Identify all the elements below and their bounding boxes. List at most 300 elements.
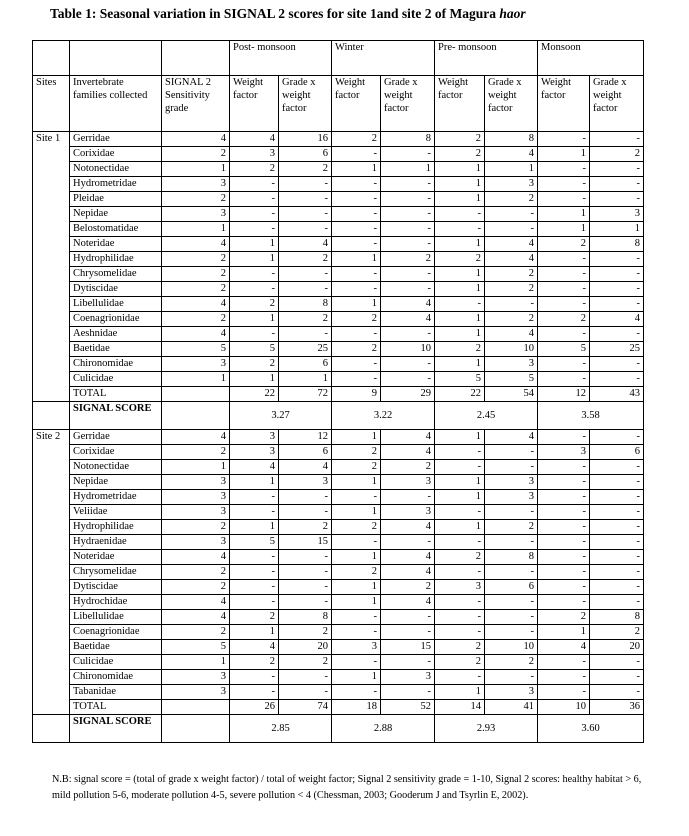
sensitivity-grade: 5	[162, 640, 230, 655]
value-cell: 2	[230, 297, 279, 312]
column-header-row	[33, 76, 644, 132]
family-name: Baetidae	[70, 342, 162, 357]
value-cell: 2	[538, 610, 590, 625]
value-cell: -	[332, 192, 381, 207]
value-cell: 2	[332, 445, 381, 460]
signal-score-label: SIGNAL SCORE	[70, 715, 162, 743]
table-row	[33, 207, 644, 222]
family-name: Corixidae	[70, 445, 162, 460]
season-post-monsoon: Post- monsoon	[230, 41, 332, 76]
value-cell: 2	[590, 625, 644, 640]
table-row	[33, 490, 644, 505]
empty-cell	[162, 402, 230, 430]
value-cell: -	[279, 565, 332, 580]
value-cell: -	[538, 655, 590, 670]
table-row	[33, 595, 644, 610]
table-row	[33, 177, 644, 192]
value-cell: 22	[230, 387, 279, 402]
header-families: Invertebrate families collected	[70, 76, 162, 132]
value-cell: 2	[332, 342, 381, 357]
value-cell: -	[381, 267, 435, 282]
value-cell: 4	[590, 312, 644, 327]
family-name: Notonectidae	[70, 460, 162, 475]
value-cell: -	[538, 475, 590, 490]
value-cell: -	[590, 655, 644, 670]
value-cell: 2	[279, 312, 332, 327]
value-cell: -	[332, 177, 381, 192]
value-cell: -	[230, 565, 279, 580]
value-cell: -	[538, 460, 590, 475]
table-row	[33, 640, 644, 655]
table-row	[33, 475, 644, 490]
family-name: Belostomatidae	[70, 222, 162, 237]
season-pre-monsoon: Pre- monsoon	[435, 41, 538, 76]
value-cell: 8	[381, 132, 435, 147]
value-cell: -	[590, 132, 644, 147]
header-sites: Sites	[33, 76, 70, 132]
value-cell: 10	[381, 342, 435, 357]
value-cell: 54	[485, 387, 538, 402]
value-cell: 4	[538, 640, 590, 655]
value-cell: 1	[332, 430, 381, 445]
sensitivity-grade: 4	[162, 132, 230, 147]
value-cell: -	[485, 595, 538, 610]
value-cell: -	[230, 222, 279, 237]
site-spacer	[33, 402, 70, 430]
value-cell: -	[538, 520, 590, 535]
value-cell: -	[381, 207, 435, 222]
sensitivity-grade: 3	[162, 505, 230, 520]
value-cell: -	[485, 207, 538, 222]
value-cell: -	[332, 357, 381, 372]
site-label: Site 1	[33, 132, 70, 402]
value-cell: 6	[279, 147, 332, 162]
value-cell: 1	[230, 312, 279, 327]
value-cell: -	[590, 162, 644, 177]
value-cell: 1	[230, 372, 279, 387]
value-cell: -	[590, 252, 644, 267]
value-cell: -	[538, 282, 590, 297]
caption-text: Table 1: Seasonal variation in SIGNAL 2 scores for site 1and site 2 of Magura	[50, 6, 500, 21]
value-cell: -	[279, 595, 332, 610]
value-cell: 43	[590, 387, 644, 402]
season-monsoon: Monsoon	[538, 41, 644, 76]
sensitivity-grade: 2	[162, 282, 230, 297]
family-name: Nepidae	[70, 207, 162, 222]
value-cell: 4	[381, 595, 435, 610]
table-row	[33, 357, 644, 372]
value-cell: 10	[485, 342, 538, 357]
site-label: Site 2	[33, 430, 70, 715]
sensitivity-grade: 4	[162, 595, 230, 610]
value-cell: 2	[381, 460, 435, 475]
value-cell: 4	[381, 565, 435, 580]
value-cell: -	[485, 535, 538, 550]
table-row	[33, 147, 644, 162]
value-cell: 12	[279, 430, 332, 445]
value-cell: -	[590, 327, 644, 342]
family-name: Hydrochidae	[70, 595, 162, 610]
sensitivity-grade: 3	[162, 670, 230, 685]
table-row	[33, 387, 644, 402]
family-name: Hydrometridae	[70, 490, 162, 505]
table-row	[33, 237, 644, 252]
value-cell: 2	[279, 162, 332, 177]
value-cell: 2	[435, 550, 485, 565]
value-cell: 2	[435, 132, 485, 147]
family-name: Corixidae	[70, 147, 162, 162]
sensitivity-grade: 2	[162, 520, 230, 535]
value-cell: 6	[590, 445, 644, 460]
footnote: N.B: signal score = (total of grade x weight factor) / total of weight factor; Signal 2 sensitivity grade = 1-10, Signal 2 scores: healthy habitat > 6, mild pollution 5-6, moderate pollution 4-5, severe pollution < 4 (Chessman, 2003; Gooderum J and Tsyrlin E, 2002).	[52, 774, 642, 801]
value-cell: 2	[279, 655, 332, 670]
value-cell: 5	[230, 342, 279, 357]
family-name: Libellulidae	[70, 610, 162, 625]
value-cell: -	[230, 550, 279, 565]
value-cell: 2	[435, 640, 485, 655]
sensitivity-grade: 3	[162, 177, 230, 192]
value-cell: 72	[279, 387, 332, 402]
value-cell: -	[590, 267, 644, 282]
value-cell: -	[279, 327, 332, 342]
value-cell: -	[485, 610, 538, 625]
value-cell: -	[230, 580, 279, 595]
value-cell: -	[590, 282, 644, 297]
value-cell: 1	[435, 490, 485, 505]
value-cell: -	[332, 267, 381, 282]
value-cell: 2	[590, 147, 644, 162]
value-cell: -	[538, 297, 590, 312]
sensitivity-grade: 1	[162, 655, 230, 670]
value-cell: -	[435, 445, 485, 460]
value-cell: -	[538, 267, 590, 282]
family-name: Noteridae	[70, 550, 162, 565]
value-cell: -	[590, 192, 644, 207]
sensitivity-grade: 4	[162, 327, 230, 342]
value-cell: 1	[332, 297, 381, 312]
value-cell: -	[590, 520, 644, 535]
family-name: Nepidae	[70, 475, 162, 490]
value-cell: -	[435, 595, 485, 610]
value-cell: 8	[590, 237, 644, 252]
family-name: Hydraenidae	[70, 535, 162, 550]
value-cell: -	[279, 580, 332, 595]
value-cell: -	[538, 162, 590, 177]
signal-score-value: 3.60	[538, 715, 644, 743]
value-cell: 3	[230, 430, 279, 445]
value-cell: 1	[435, 520, 485, 535]
value-cell: 1	[435, 327, 485, 342]
value-cell: -	[485, 297, 538, 312]
value-cell: 3	[381, 670, 435, 685]
value-cell: 1	[538, 222, 590, 237]
value-cell: 4	[279, 460, 332, 475]
signal-score-value: 2.45	[435, 402, 538, 430]
value-cell: 10	[485, 640, 538, 655]
sensitivity-grade: 2	[162, 565, 230, 580]
value-cell: -	[230, 685, 279, 700]
family-name: Chironomidae	[70, 357, 162, 372]
value-cell: 16	[279, 132, 332, 147]
value-cell: 3	[279, 475, 332, 490]
value-cell: -	[538, 430, 590, 445]
value-cell: -	[590, 670, 644, 685]
value-cell: -	[279, 267, 332, 282]
value-cell: -	[590, 505, 644, 520]
value-cell: 36	[590, 700, 644, 715]
value-cell: 3	[230, 445, 279, 460]
value-cell: -	[435, 297, 485, 312]
value-cell: -	[538, 132, 590, 147]
sensitivity-grade: 1	[162, 460, 230, 475]
family-name: TOTAL	[70, 700, 162, 715]
header-grade-weight: Grade x weight factor	[279, 76, 332, 132]
value-cell: 1	[332, 162, 381, 177]
value-cell: -	[230, 595, 279, 610]
site-spacer	[33, 715, 70, 743]
value-cell: -	[230, 177, 279, 192]
value-cell: 2	[485, 192, 538, 207]
value-cell: 3	[538, 445, 590, 460]
value-cell: 2	[332, 565, 381, 580]
signal-score-value: 2.85	[230, 715, 332, 743]
value-cell: -	[230, 327, 279, 342]
value-cell: 3	[230, 147, 279, 162]
value-cell: -	[332, 535, 381, 550]
value-cell: 3	[485, 357, 538, 372]
header-grade-weight: Grade x weight factor	[381, 76, 435, 132]
header-grade: SIGNAL 2 Sensitivity grade	[162, 76, 230, 132]
value-cell: 8	[485, 550, 538, 565]
value-cell: -	[230, 192, 279, 207]
value-cell: 8	[279, 297, 332, 312]
value-cell: -	[538, 595, 590, 610]
value-cell: 1	[435, 192, 485, 207]
value-cell: -	[538, 535, 590, 550]
value-cell: 3	[332, 640, 381, 655]
value-cell: 1	[332, 252, 381, 267]
value-cell: -	[279, 177, 332, 192]
value-cell: 4	[230, 460, 279, 475]
value-cell: 3	[381, 475, 435, 490]
value-cell: 1	[332, 580, 381, 595]
value-cell: 2	[435, 147, 485, 162]
value-cell: 2	[230, 357, 279, 372]
value-cell: 25	[279, 342, 332, 357]
value-cell: -	[485, 460, 538, 475]
family-name: Coenagrionidae	[70, 312, 162, 327]
value-cell: 8	[590, 610, 644, 625]
sensitivity-grade: 4	[162, 430, 230, 445]
sensitivity-grade	[162, 700, 230, 715]
value-cell: 4	[381, 430, 435, 445]
table-row	[33, 252, 644, 267]
sensitivity-grade: 4	[162, 237, 230, 252]
value-cell: -	[279, 670, 332, 685]
value-cell: 2	[485, 655, 538, 670]
value-cell: -	[590, 430, 644, 445]
sensitivity-grade: 3	[162, 357, 230, 372]
family-name: Tabanidae	[70, 685, 162, 700]
value-cell: 1	[435, 282, 485, 297]
table-row	[33, 342, 644, 357]
family-name: Gerridae	[70, 132, 162, 147]
value-cell: -	[230, 670, 279, 685]
table-row	[33, 625, 644, 640]
signal-score-value: 3.58	[538, 402, 644, 430]
header-weight: Weight factor	[435, 76, 485, 132]
value-cell: 1	[381, 162, 435, 177]
value-cell: 4	[279, 237, 332, 252]
family-name: Culicidae	[70, 655, 162, 670]
value-cell: 26	[230, 700, 279, 715]
value-cell: 1	[230, 475, 279, 490]
signal-score-value: 2.93	[435, 715, 538, 743]
value-cell: 5	[538, 342, 590, 357]
value-cell: 2	[230, 655, 279, 670]
sensitivity-grade: 2	[162, 267, 230, 282]
value-cell: -	[230, 207, 279, 222]
family-name: Baetidae	[70, 640, 162, 655]
value-cell: 3	[435, 580, 485, 595]
family-name: Dytiscidae	[70, 580, 162, 595]
sensitivity-grade: 2	[162, 312, 230, 327]
value-cell: 1	[435, 357, 485, 372]
table-row	[33, 445, 644, 460]
value-cell: -	[538, 685, 590, 700]
value-cell: -	[538, 550, 590, 565]
value-cell: 1	[435, 312, 485, 327]
value-cell: -	[590, 490, 644, 505]
value-cell: -	[230, 282, 279, 297]
value-cell: 2	[485, 520, 538, 535]
value-cell: 2	[332, 460, 381, 475]
value-cell: -	[538, 327, 590, 342]
table-row	[33, 192, 644, 207]
value-cell: 8	[485, 132, 538, 147]
table-row	[33, 580, 644, 595]
sensitivity-grade: 5	[162, 342, 230, 357]
value-cell: -	[279, 222, 332, 237]
value-cell: 1	[538, 147, 590, 162]
value-cell: 2	[435, 252, 485, 267]
value-cell: 1	[230, 237, 279, 252]
value-cell: 1	[435, 162, 485, 177]
sensitivity-grade: 2	[162, 252, 230, 267]
value-cell: -	[332, 222, 381, 237]
value-cell: -	[230, 490, 279, 505]
value-cell: -	[590, 177, 644, 192]
value-cell: 2	[230, 162, 279, 177]
table-caption	[50, 6, 526, 22]
value-cell: -	[435, 670, 485, 685]
value-cell: 12	[538, 387, 590, 402]
value-cell: -	[332, 490, 381, 505]
value-cell: 1	[230, 252, 279, 267]
value-cell: -	[381, 177, 435, 192]
value-cell: 4	[381, 297, 435, 312]
sensitivity-grade: 2	[162, 445, 230, 460]
sensitivity-grade: 1	[162, 372, 230, 387]
signal-score-label: SIGNAL SCORE	[70, 402, 162, 430]
table-row	[33, 535, 644, 550]
value-cell: -	[332, 610, 381, 625]
value-cell: 2	[485, 267, 538, 282]
signal-score-row	[33, 715, 644, 743]
value-cell: 1	[435, 430, 485, 445]
value-cell: 4	[485, 252, 538, 267]
value-cell: 3	[485, 177, 538, 192]
value-cell: 3	[485, 685, 538, 700]
value-cell: 2	[485, 282, 538, 297]
value-cell: -	[435, 222, 485, 237]
value-cell: 4	[381, 445, 435, 460]
value-cell: 2	[485, 312, 538, 327]
season-header-row	[33, 41, 644, 76]
header-weight: Weight factor	[230, 76, 279, 132]
table-row	[33, 162, 644, 177]
table-row	[33, 327, 644, 342]
family-name: Chrysomelidae	[70, 565, 162, 580]
value-cell: -	[538, 580, 590, 595]
value-cell: -	[381, 282, 435, 297]
value-cell: -	[381, 372, 435, 387]
signal-score-value: 3.22	[332, 402, 435, 430]
value-cell: 1	[332, 595, 381, 610]
value-cell: -	[279, 490, 332, 505]
value-cell: 74	[279, 700, 332, 715]
value-cell: -	[538, 372, 590, 387]
value-cell: -	[590, 535, 644, 550]
value-cell: 6	[485, 580, 538, 595]
family-name: Aeshnidae	[70, 327, 162, 342]
value-cell: -	[279, 207, 332, 222]
value-cell: 1	[538, 625, 590, 640]
sensitivity-grade: 2	[162, 580, 230, 595]
value-cell: 4	[381, 312, 435, 327]
value-cell: -	[485, 625, 538, 640]
value-cell: 4	[485, 327, 538, 342]
table-row	[33, 565, 644, 580]
value-cell: 1	[230, 625, 279, 640]
family-name: TOTAL	[70, 387, 162, 402]
value-cell: 1	[230, 520, 279, 535]
value-cell: 4	[381, 550, 435, 565]
value-cell: 1	[435, 475, 485, 490]
table-row	[33, 267, 644, 282]
value-cell: 1	[435, 237, 485, 252]
table-row	[33, 297, 644, 312]
value-cell: 1	[332, 475, 381, 490]
table-row	[33, 222, 644, 237]
value-cell: -	[381, 655, 435, 670]
value-cell: -	[332, 237, 381, 252]
value-cell: -	[590, 595, 644, 610]
value-cell: -	[590, 372, 644, 387]
value-cell: -	[230, 505, 279, 520]
value-cell: -	[485, 445, 538, 460]
value-cell: 2	[230, 610, 279, 625]
value-cell: 52	[381, 700, 435, 715]
value-cell: 3	[381, 505, 435, 520]
sensitivity-grade: 4	[162, 297, 230, 312]
caption-italic: haor	[499, 6, 526, 21]
value-cell: 4	[230, 640, 279, 655]
value-cell: 2	[435, 655, 485, 670]
value-cell: -	[590, 475, 644, 490]
table-row	[33, 460, 644, 475]
family-name: Notonectidae	[70, 162, 162, 177]
